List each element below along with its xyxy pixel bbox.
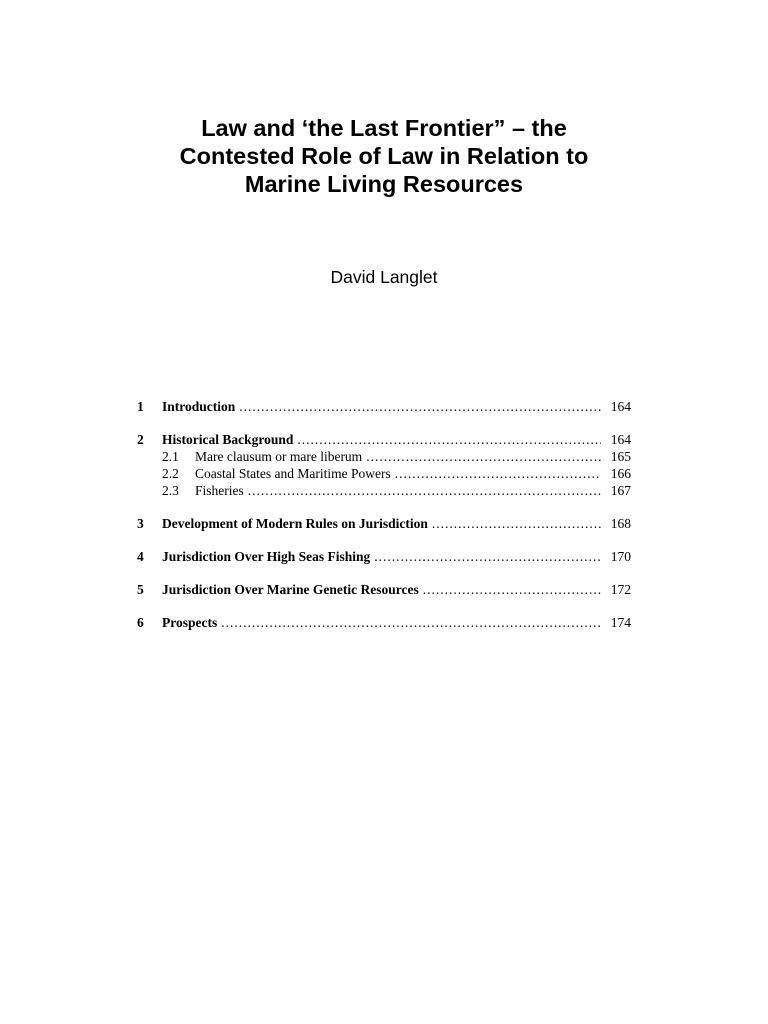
toc-subentry[interactable] [137, 448, 631, 465]
toc-entry-label: Introduction [162, 399, 236, 414]
toc-leader-dots [395, 465, 601, 482]
toc-leader-dots [423, 581, 601, 598]
toc-entry-label: Jurisdiction Over Marine Genetic Resources [162, 582, 419, 597]
toc-subentry[interactable] [137, 482, 631, 499]
toc-entry-label: Mare clausum or mare liberum [195, 449, 363, 464]
title-line: Law and ‘the Last Frontier” – the [201, 115, 567, 141]
table-of-contents [137, 398, 631, 631]
toc-entry-page: 168 [610, 516, 631, 531]
toc-entry-number: 2.2 [162, 466, 179, 481]
toc-entry-number: 6 [137, 615, 144, 630]
toc-entry[interactable] [137, 515, 631, 532]
toc-entry-page: 164 [610, 432, 631, 447]
toc-leader-dots [366, 448, 601, 465]
toc-leader-dots [432, 515, 601, 532]
toc-entry-page: 174 [610, 615, 631, 630]
toc-entry[interactable] [137, 431, 631, 448]
toc-leader-dots [221, 614, 601, 631]
toc-entry[interactable] [137, 614, 631, 631]
toc-entry-label: Jurisdiction Over High Seas Fishing [162, 549, 371, 564]
toc-entry[interactable] [137, 548, 631, 565]
toc-entry-label: Fisheries [195, 483, 244, 498]
toc-entry-number: 5 [137, 582, 144, 597]
toc-leader-dots [374, 548, 601, 565]
toc-subentry[interactable] [137, 465, 631, 482]
toc-entry-page: 170 [610, 549, 631, 564]
author-name: David Langlet [330, 267, 438, 287]
toc-leader-dots [297, 431, 601, 448]
toc-entry-number: 3 [137, 516, 144, 531]
toc-leader-dots [239, 398, 601, 415]
chapter-title [0, 114, 768, 198]
toc-entry-label: Development of Modern Rules on Jurisdiction [162, 516, 428, 531]
title-line: Marine Living Resources [244, 171, 524, 197]
toc-entry-page: 164 [610, 399, 631, 414]
toc-entry-number: 4 [137, 549, 144, 564]
toc-entry-number: 2.1 [162, 449, 179, 464]
toc-entry[interactable] [137, 398, 631, 415]
toc-entry-page: 167 [610, 483, 631, 498]
toc-entry-label: Coastal States and Maritime Powers [195, 466, 391, 481]
toc-entry-label: Historical Background [162, 432, 294, 447]
title-line: Contested Role of Law in Relation to [179, 143, 589, 169]
toc-entry-label: Prospects [162, 615, 218, 630]
toc-entry-number: 2.3 [162, 483, 179, 498]
toc-entry-page: 172 [610, 582, 631, 597]
toc-entry-number: 1 [137, 399, 144, 414]
toc-entry-number: 2 [137, 432, 144, 447]
toc-entry-page: 165 [610, 449, 631, 464]
toc-entry[interactable] [137, 581, 631, 598]
toc-entry-page: 166 [610, 466, 631, 481]
toc-leader-dots [248, 482, 601, 499]
